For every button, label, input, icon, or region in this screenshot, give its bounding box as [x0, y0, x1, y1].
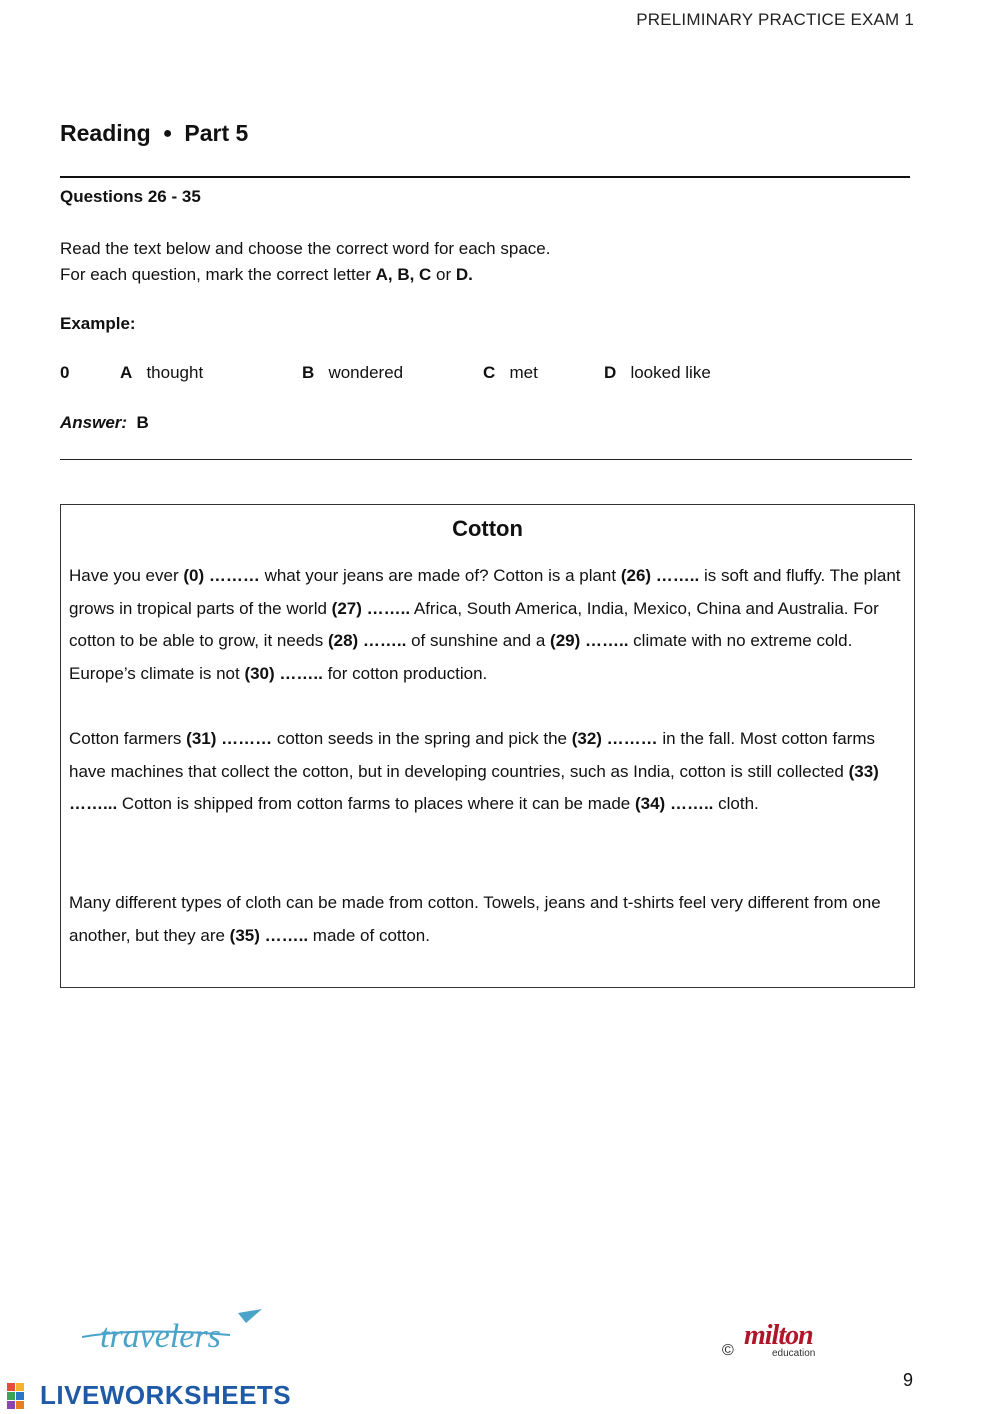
example-divider — [60, 459, 912, 460]
text-segment: made of cotton. — [308, 925, 430, 945]
text-segment: what your jeans are made of? Cotton is a plant — [259, 566, 621, 585]
example-number: 0 — [60, 363, 70, 382]
text-segment: Cotton farmers — [69, 729, 187, 748]
section-reading: Reading — [60, 120, 151, 146]
gap-marker[interactable]: (34) …….. — [634, 794, 714, 814]
gap-marker[interactable]: (0) ……… — [183, 566, 260, 585]
title-divider — [60, 176, 910, 178]
example-label: Example: — [60, 314, 136, 333]
instructions — [60, 236, 550, 288]
example-option-c: C met — [483, 363, 538, 382]
milton-education-label: education — [772, 1348, 816, 1359]
gap-marker[interactable]: (26) …….. — [620, 566, 700, 585]
text-segment: cloth. — [713, 794, 759, 814]
text-segment: for cotton production. — [322, 663, 488, 683]
text-segment: Africa, South America, India, Mexico, China and Australia. For cotton to be able to grow, it needs — [69, 598, 879, 651]
gap-marker[interactable]: (28) …….. — [327, 631, 407, 651]
text-segment: cotton seeds in the spring and pick the — [272, 729, 572, 748]
section-part: Part 5 — [184, 120, 249, 146]
gap-marker[interactable]: (27) …….. — [331, 598, 411, 618]
gap-marker[interactable]: (35) …….. — [229, 925, 309, 945]
gap-marker[interactable]: (30) …….. — [244, 663, 323, 683]
gap-marker[interactable]: (33) ……... — [69, 761, 879, 814]
text-title: Cotton — [452, 516, 523, 541]
liveworksheets-wordmark: LIVEWORKSHEETS — [40, 1380, 292, 1410]
text-segment: Have you ever — [69, 566, 184, 585]
travelers-wordmark: travelers — [100, 1318, 221, 1355]
paragraph-1 — [69, 560, 908, 690]
instructions-line-1: Read the text below and choose the correct word for each space. — [60, 239, 551, 258]
copyright-symbol: © — [722, 1342, 734, 1359]
gap-marker[interactable]: (31) ……… — [186, 729, 273, 748]
section-title — [60, 120, 248, 147]
travelers-logo — [80, 1305, 265, 1360]
example-option-b: B wondered — [302, 363, 404, 382]
milton-logo: milton — [744, 1320, 813, 1351]
gap-marker[interactable]: (29) …….. — [550, 631, 629, 651]
text-segment: climate with no extreme cold. Europe’s climate is not — [69, 631, 853, 683]
bullet-dot: ● — [162, 125, 173, 142]
reading-text-box — [60, 504, 915, 988]
paragraph-2 — [69, 723, 908, 821]
example-option-d: D looked like — [604, 363, 711, 382]
instructions-line-2: For each question, mark the correct letter A, B, C or D. — [60, 265, 473, 284]
example-option-a: A thought — [120, 363, 204, 382]
text-segment: in the fall. Most cotton farms have machines that collect the cotton, but in developing countries, such as India, cotton is still collected — [69, 729, 875, 781]
questions-range: Questions 26 - 35 — [60, 187, 201, 206]
page-number: 9 — [903, 1370, 914, 1390]
text-segment: Cotton is shipped from cotton farms to places where it can be made — [117, 794, 635, 814]
gap-marker[interactable]: (32) ……… — [571, 729, 658, 748]
exam-header: PRELIMINARY PRACTICE EXAM 1 — [636, 10, 914, 29]
liveworksheets-icon — [6, 1380, 36, 1410]
text-segment: Many different types of cloth can be made from cotton. Towels, jeans and t-shirts feel very different from one another, but they are — [69, 893, 881, 945]
text-segment: of sunshine and a — [406, 631, 551, 651]
example-answer: Answer: B — [60, 413, 149, 432]
paragraph-3 — [69, 887, 908, 952]
text-segment: is soft and fluffy. The plant grows in tropical parts of the world — [69, 566, 901, 618]
